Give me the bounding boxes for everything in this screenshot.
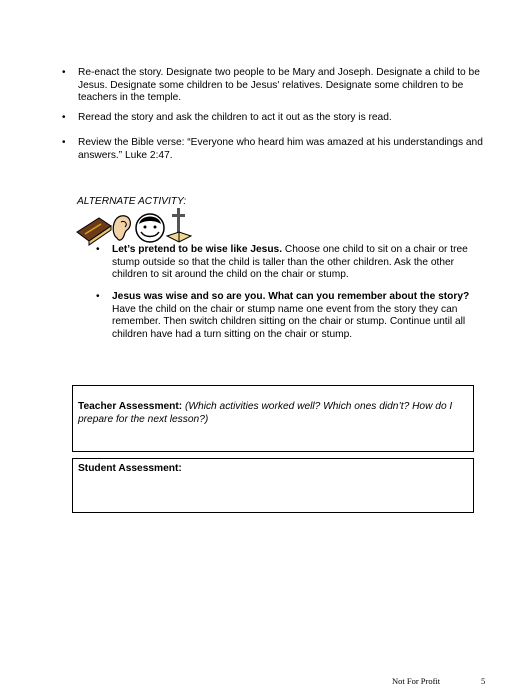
bullet-dot: • [96,291,100,302]
bullet-reenact [62,67,488,105]
page-number: 5 [481,676,486,686]
student-assessment-box[interactable] [72,458,474,513]
bullet-dot: • [62,67,66,78]
teacher-assessment-prompt: (Which activities worked well? Which ones didn’t? How do I prepare for the next lesson?) [78,401,453,425]
bullet-dot: • [62,112,66,123]
alt-activity-lead: Let’s pretend to be wise like Jesus. [112,244,283,255]
alt-activity-text: Choose one child to sit on a chair or tree stump outside so that the child is taller than the other children. Ask the other children to sit around the child on the chair or stump. [112,244,468,281]
teacher-assessment-box[interactable] [72,385,474,452]
teacher-assessment-label: Teacher Assessment: [78,401,183,412]
bullet-review-verse [62,137,483,162]
student-assessment-label: Student Assessment: [78,463,182,474]
bullet-dot: • [96,244,100,255]
bullet-text: Re-enact the story. Designate two people to be Mary and Joseph. Designate a child to be Jesus. Designate some children to be Jesus' relatives. Designate some children to be teachers in the temple. [78,67,480,104]
bullet-dot: • [62,137,66,148]
student-assessment-text [78,463,182,476]
head-icon [136,214,164,242]
bullet-reread [62,112,488,125]
cross-book-icon [167,208,191,242]
alternate-activity-title: ALTERNATE ACTIVITY: [77,196,187,207]
bullet-text: Reread the story and ask the children to act it out as the story is read. [78,112,392,123]
alt-activity-item [96,291,492,341]
alt-activity-item [96,244,492,282]
bible-icon [77,218,111,245]
bullet-text: Review the Bible verse: “Everyone who heard him was amazed at his understandings and answers.” Luke 2:47. [78,137,483,161]
alt-activity-lead: Jesus was wise and so are you. What can you remember about the story? [112,291,470,302]
alt-activity-text: Have the child on the chair or stump name one event from the story they can remember. Then switch children sitting on the chair or stump. Continue until all children have had a turn sitting on the chair or stump. [112,303,466,340]
ear-icon [113,216,130,240]
teacher-assessment-text [78,401,468,426]
footer-text: Not For Profit [392,676,441,686]
activity-icons [75,208,195,246]
